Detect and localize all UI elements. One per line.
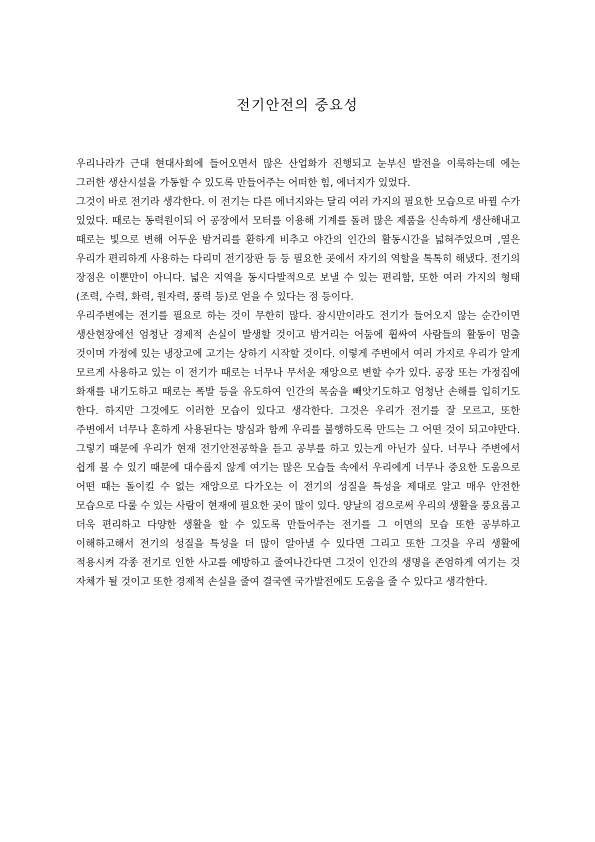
- paragraph: 우리나라가 근대 현대사회에 들어오면서 많은 산업화가 진행되고 눈부신 발전을 이룩하는데 에는 그러한 생산시설을 가동할 수 있도록 만들어주는 어떠한 힘, 에너지가 있었다.: [76, 159, 520, 189]
- document-title: 전기안전의 중요성: [236, 98, 359, 114]
- paragraph: 그것이 바로 전기라 생각한다. 이 전기는 다른 에너지와는 달리 여러 가지의 필요한 모습으로 바뀔 수가 있었다. 때로는 동력원이되 어 공장에서 모터를 이용해 기계를 돌려 많은 제품을 신속하게 생산해내고 때로는 빛으로 변해 어두운 밤거리를 환하게 비추고 야간의 인간의 활동시간을 넓혀주었으며 ,열은 우리가 편리하게 사용하는 다리미 전기장판 등 등 필요한 곳에서 자기의 역할을 톡톡히 해냈다. 전기의 장점은 이뿐만이 아니다. 넓은 지역을 동시다발적으로 보낼 수 있는 편리함, 또한 여러 가지의 형태(조력, 수력, 화력, 원자력, 풍력 등)로 얻을 수 있다는 점 등이다.: [76, 197, 520, 303]
- paragraph: 우리주변에는 전기를 필요로 하는 것이 무한히 많다. 잠시만이라도 전기가 들어오지 않는 순간이면 생산현장에선 엄청난 경제적 손실이 발생할 것이고 밤거리는 어둠에 휩싸여 사람들의 활동이 멈출 것이며 가정에 있는 냉장고에 고기는 상하기 시작할 것이다. 이렇게 주변에서 여러 가지로 우리가 알게 모르게 사용하고 있는 이 전기가 때로는 너무나 무서운 재앙으로 변할 수가 있다. 공장 또는 가정집에 화재를 내기도하고 때로는 폭발 등을 유도하여 인간의 목숨을 빼앗기도하고 엄청난 손해를 입히기도 한다. 하지만 그것에도 이러한 모습이 있다고 생각한다. 그것은 우리가 전기를 잘 모르고, 또한 주변에서 너무나 흔하게 사용된다는 방심과 함께 우리를 불행하도록 만드는 그 어떤 것이 되고야만다. 그렇기 때문에 우리가 현재 전기안전공학을 듣고 공부를 하고 있는게 아닌가 싶다. 너무나 주변에서 쉽게 볼 수 있기 때문에 대수롭지 않게 여기는 많은 모습들 속에서 우리에게 너무나 중요한 도움으로 어떤 때는 돌이킬 수 없는 재앙으로 다가오는 이 전기의 성질을 특성을 제대로 알고 매우 안전한 모습으로 다룰 수 있는 사람이 현재에 필요한 곳이 많이 있다. 양날의 검으로써 우리의 생활을 풍요롭고 더욱 편리하고 다양한 생활을 할 수 있도록 만들어주는 전기를 그 이면의 모습 또한 공부하고 이해하고해서 전기의 성질을 특성을 더 많이 알아낼 수 있다면 그리고 또한 그것을 우리 생활에 적용시켜 각종 전기로 인한 사고를 예방하고 줄여나간다면 그것이 인간의 생명을 존엄하게 여기는 것 자체가 될 것이고 또한 경제적 손실을 줄여 결국엔 국가발전에도 도움을 줄 수 있다고 생각한다.: [76, 311, 520, 588]
- document-body: [76, 155, 520, 592]
